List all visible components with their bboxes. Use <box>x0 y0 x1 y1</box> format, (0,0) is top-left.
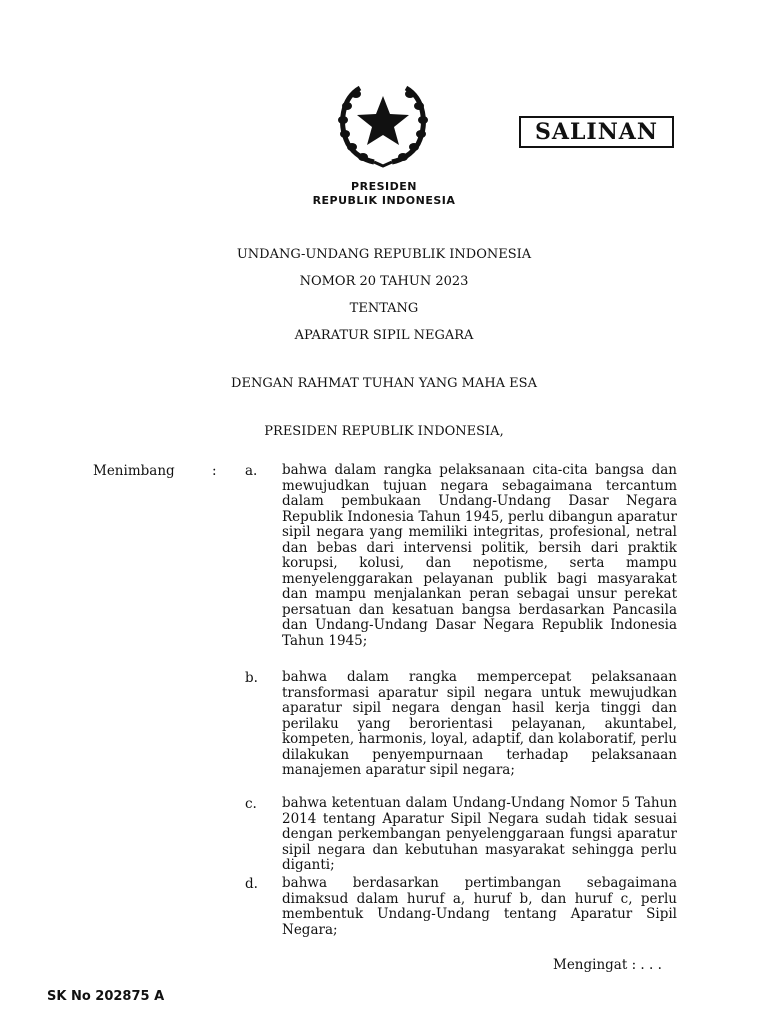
state-emblem-icon <box>330 74 436 170</box>
document-about-label: TENTANG <box>349 301 419 316</box>
preamble-invocation: DENGAN RAHMAT TUHAN YANG MAHA ESA <box>231 376 537 391</box>
item-letter: b. <box>245 670 258 686</box>
document-subject: APARATUR SIPIL NEGARA <box>294 328 474 343</box>
item-letter: a. <box>245 463 258 479</box>
menimbang-label: Menimbang <box>93 463 175 479</box>
office-subtitle: REPUBLIK INDONESIA <box>312 194 456 207</box>
document-title: UNDANG-UNDANG REPUBLIK INDONESIA <box>236 247 532 262</box>
next-page-catchword: Mengingat : . . . <box>553 957 662 973</box>
preamble-president: PRESIDEN REPUBLIK INDONESIA, <box>264 424 504 439</box>
document-number: NOMOR 20 TAHUN 2023 <box>299 274 469 289</box>
item-text: bahwa dalam rangka pelaksanaan cita-cita bangsa dan mewujudkan tujuan negara sebagaimana tercantum dalam pembukaan Undang-Undang Dasar Negara Republik Indonesia Tahun 1945, perlu dibangun aparatur sipil negara yang memiliki integritas, profesional, netral dan bebas dari intervensi politik, bersih dari praktik korupsi, kolusi, dan nepotisme, serta mampu menyelenggarakan pelayanan publik bagi masyarakat dan mampu menjalankan peran sebagai unsur perekat persatuan dan kesatuan bangsa berdasarkan Pancasila dan Undang-Undang Dasar Negara Republik Indonesia Tahun 1945; <box>282 462 677 649</box>
salinan-stamp: SALINAN <box>519 116 674 148</box>
office-title: PRESIDEN <box>351 180 417 193</box>
sk-number: SK No 202875 A <box>47 989 165 1004</box>
menimbang-colon: : <box>212 463 217 479</box>
item-text: bahwa dalam rangka mempercepat pelaksanaan transformasi aparatur sipil negara untuk mewujudkan aparatur sipil negara dengan hasil kerja tinggi dan perilaku yang berorientasi pelayanan, akuntabel, kompeten, harmonis, loyal, adaptif, dan kolaboratif, perlu dilakukan penyempurnaan terhadap pelaksanaan manajemen aparatur sipil negara; <box>282 669 677 778</box>
item-letter: c. <box>245 796 257 812</box>
item-text: bahwa berdasarkan pertimbangan sebagaimana dimaksud dalam huruf a, huruf b, dan huruf c, perlu membentuk Undang-Undang tentang Aparatur Sipil Negara; <box>282 875 677 938</box>
item-letter: d. <box>245 876 258 892</box>
item-text: bahwa ketentuan dalam Undang-Undang Nomor 5 Tahun 2014 tentang Aparatur Sipil Negara sudah tidak sesuai dengan perkembangan penyelenggaraan fungsi aparatur sipil negara dan kebutuhan masyarakat sehingga perlu diganti; <box>282 795 677 873</box>
